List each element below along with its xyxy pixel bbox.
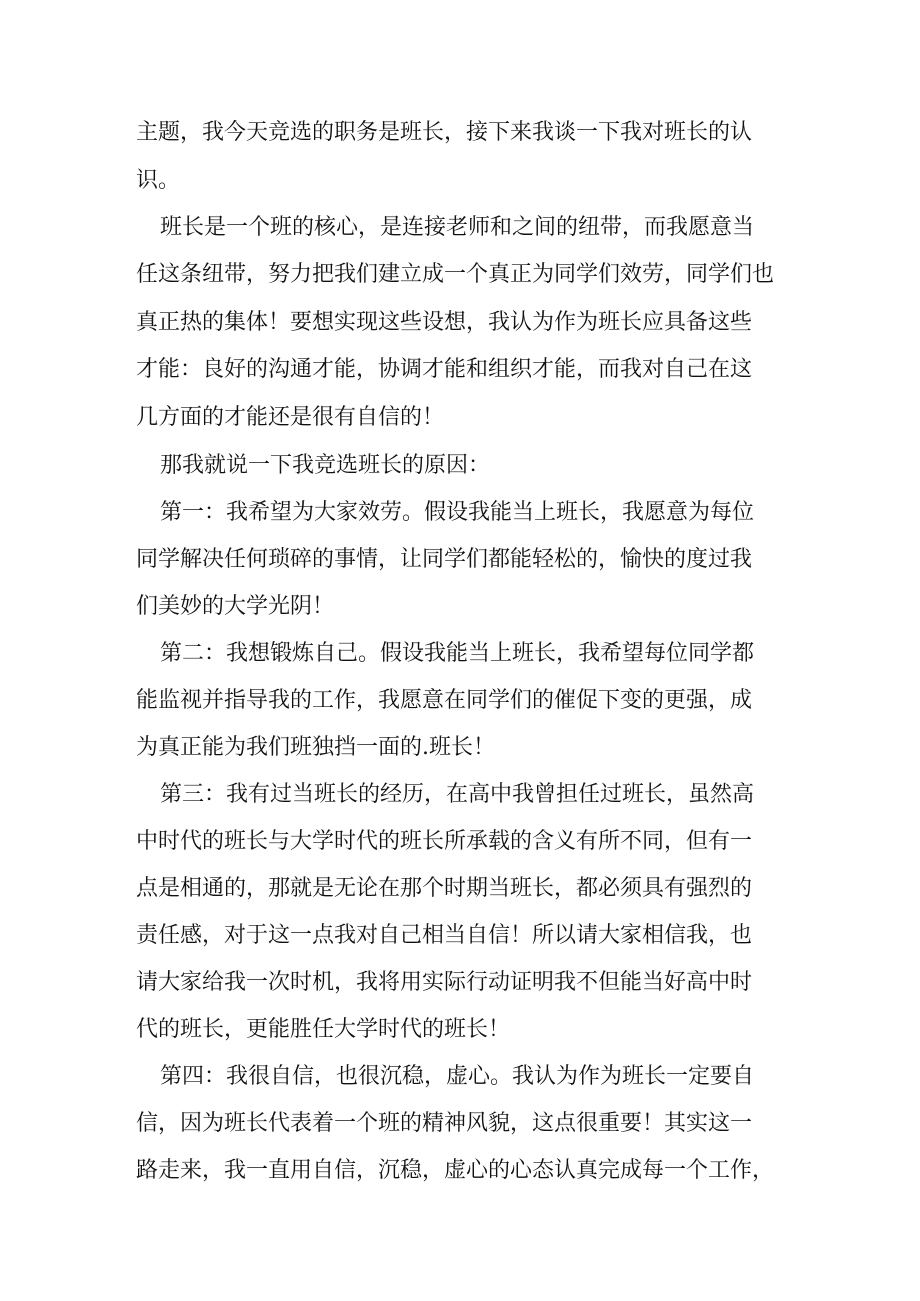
text-line: 点是相通的，那就是无论在那个时期当班长，都必须具有强烈的 — [136, 876, 753, 901]
text-line: 第二：我想锻炼自己。假设我能当上班长，我希望每位同学都 — [160, 641, 755, 666]
text-line: 那我就说一下我竞选班长的原因： — [160, 453, 491, 478]
text-line: 能监视并指导我的工作，我愿意在同学们的催促下变的更强，成 — [136, 688, 753, 713]
text-line: 真正热的集体！要想实现这些设想，我认为作为班长应具备这些 — [136, 310, 753, 335]
text-line: 第四：我很自信，也很沉稳，虚心。我认为作为班长一定要自 — [160, 1064, 755, 1089]
text-line: 第三：我有过当班长的经历，在高中我曾担任过班长，虽然高 — [160, 782, 755, 807]
text-line: 同学解决任何琐碎的事情，让同学们都能轻松的，愉快的度过我 — [136, 547, 753, 572]
text-line: 主题，我今天竞选的职务是班长，接下来我谈一下我对班长的认 — [136, 120, 753, 145]
text-line: 为真正能为我们班独挡一面的.班长！ — [136, 735, 495, 760]
text-line: 信，因为班长代表着一个班的精神风貌，这点很重要！其实这一 — [136, 1111, 753, 1136]
text-line: 路走来，我一直用自信，沉稳，虚心的心态认真完成每一个工作， — [136, 1158, 775, 1183]
text-line: 几方面的才能还是很有自信的！ — [136, 405, 445, 430]
text-line: 识。 — [136, 168, 181, 193]
text-line: 中时代的班长与大学时代的班长所承载的含义有所不同，但有一 — [136, 829, 753, 854]
text-line: 责任感，对于这一点我对自己相当自信！所以请大家相信我，也 — [136, 923, 753, 948]
text-line: 们美妙的大学光阴！ — [136, 594, 335, 619]
text-line: 代的班长，更能胜任大学时代的班长！ — [136, 1017, 511, 1042]
text-line: 任这条纽带，努力把我们建立成一个真正为同学们效劳，同学们也 — [136, 262, 775, 287]
text-line: 班长是一个班的核心，是连接老师和之间的纽带，而我愿意当 — [160, 215, 755, 240]
text-line: 请大家给我一次时机，我将用实际行动证明我不但能当好高中时 — [136, 970, 753, 995]
text-line: 才能：良好的沟通才能，协调才能和组织才能，而我对自己在这 — [136, 357, 753, 382]
text-line: 第一：我希望为大家效劳。假设我能当上班长，我愿意为每位 — [160, 500, 755, 525]
